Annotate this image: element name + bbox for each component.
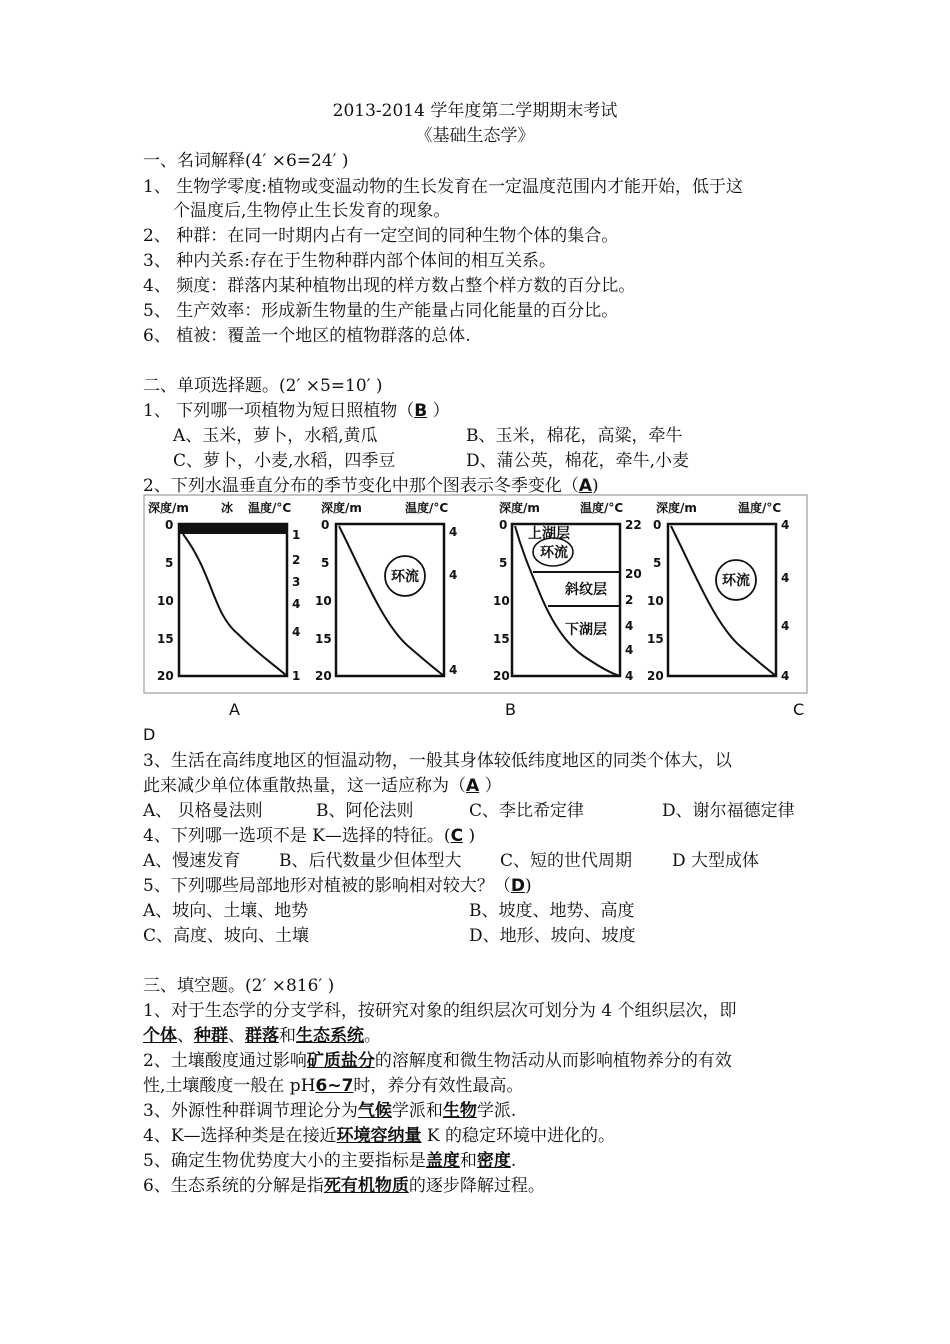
panel-c-temp-20: 20	[625, 567, 642, 581]
definition-3: 3、 种内关系:存在于生物种群内部个体间的相互关系。	[143, 251, 556, 271]
panel-b-box	[336, 524, 444, 676]
definition-1-cont: 个温度后,生物停止生长发育的现象。	[173, 201, 451, 221]
panel-a-depth-0: 0	[165, 518, 174, 532]
definition-4: 4、 频度：群落内某种植物出现的样方数占整个样方数的百分比。	[143, 276, 636, 296]
mcq-1-answer: B	[414, 401, 428, 421]
figure-label-c: C	[793, 700, 805, 719]
mcq-1-option-c: C、萝卜，小麦,水稻，四季豆	[173, 451, 396, 471]
panel-d-depth-label: 深度/m	[656, 501, 697, 515]
panel-b-depth-label: 深度/m	[321, 501, 362, 515]
mcq-4-option-a: A、慢速发育	[143, 851, 241, 871]
fill-1-stem: 1、对于生态学的分支学科，按研究对象的组织层次可划分为 4 个组织层次，即	[143, 1001, 737, 1021]
panel-a-depth-20: 20	[157, 669, 174, 683]
panel-a-curve	[183, 534, 287, 676]
mcq-5-option-d: D、地形、坡向、坡度	[469, 926, 636, 946]
panel-b-temp-label: 温度/°C	[405, 501, 449, 515]
panel-d-temp-3: 4	[781, 619, 790, 633]
mcq-4-option-c: C、短的世代周期	[500, 851, 633, 871]
fill-1-answer-1: 个体	[143, 1026, 177, 1046]
panel-c-circulation-label: 环流	[540, 545, 568, 561]
mcq-4-option-d: D 大型成体	[672, 851, 760, 871]
mcq-3-stem-cont: 此来减少单位体重散热量，这一适应称为（A ）	[143, 776, 502, 796]
panel-b-temp-top: 4	[449, 525, 458, 539]
panel-c-depth-20: 20	[493, 669, 510, 683]
fill-3-answer-2: 生物	[442, 1101, 477, 1121]
panel-d-depth-10: 10	[647, 594, 664, 608]
fill-5-answer-2: 密度	[476, 1151, 511, 1171]
fill-2-stem: 2、土壤酸度通过影响矿质盐分的溶解度和微生物活动从而影响植物养分的有效	[143, 1051, 732, 1071]
mcq-5-stem: 5、下列哪些局部地形对植被的影响相对较大？（D)	[143, 876, 532, 896]
fill-3: 3、外源性种群调节理论分为气候学派和生物学派.	[143, 1101, 517, 1121]
panel-c-temp-4c: 4	[625, 669, 634, 683]
fill-5-answer-1: 盖度	[425, 1151, 460, 1171]
panel-a-depth-10: 10	[157, 594, 174, 608]
panel-d-temp-label: 温度/°C	[738, 501, 782, 515]
panel-b-depth-5: 5	[321, 556, 330, 570]
panel-d	[647, 500, 789, 683]
panel-c-depth-10: 10	[493, 594, 510, 608]
panel-a-temp-bottom: 1	[292, 669, 301, 683]
panel-d-temp-2: 4	[781, 571, 790, 585]
panel-a-ice-label: 冰	[221, 501, 234, 515]
fill-6-answer: 死有机物质	[323, 1176, 409, 1196]
panel-a-temp-3: 3	[292, 575, 301, 589]
figure-label-d: D	[143, 725, 156, 744]
fill-4: 4、K—选择种类是在接近环境容纳量 K 的稳定环境中进化的。	[143, 1126, 616, 1146]
panel-d-circulation-label: 环流	[722, 573, 750, 589]
panel-c-temp-22: 22	[625, 518, 642, 532]
panel-b-curve	[339, 526, 444, 676]
fill-1-answers: 个体、种群、群落和生态系统。	[143, 1026, 381, 1046]
panel-a-depth-15: 15	[157, 632, 174, 646]
definition-5: 5、 生产效率：形成新生物量的生产能量占同化能量的百分比。	[143, 301, 619, 321]
mcq-5-option-c: C、高度、坡向、土壤	[143, 926, 310, 946]
definition-2: 2、 种群：在同一时期内占有一定空间的同种生物个体的集合。	[143, 226, 619, 246]
mcq-3-option-c: C、李比希定律	[469, 801, 585, 821]
panel-a-box	[179, 524, 287, 676]
panel-b-depth-15: 15	[315, 632, 332, 646]
panel-c-temp-4b: 4	[625, 643, 634, 657]
mcq-1-option-a: A、玉米，萝卜，水稻,黄瓜	[173, 426, 378, 446]
panel-b-circulation-label: 环流	[391, 569, 419, 585]
panel-b-temp-bottom: 4	[449, 663, 458, 677]
panel-d-depth-0: 0	[653, 518, 662, 532]
fill-2-answer-1: 矿质盐分	[306, 1051, 375, 1071]
figure-label-b: B	[505, 700, 516, 719]
mcq-2-stem: 2、下列水温垂直分布的季节变化中那个图表示冬季变化（A)	[143, 476, 599, 496]
fill-2-stem-cont: 性,土壤酸度一般在 pH6~7时，养分有效性最高。	[143, 1076, 524, 1096]
exam-title: 2013-2014 学年度第二学期期末考试	[332, 101, 618, 121]
panel-c-temp-4a: 4	[625, 619, 634, 633]
fill-2-answer-2: 6~7	[315, 1076, 354, 1096]
mcq-5-option-b: B、坡度、地势、高度	[469, 901, 635, 921]
panel-d-depth-15: 15	[647, 632, 664, 646]
fill-1-answer-4: 生态系统	[296, 1026, 364, 1046]
mcq-1-option-b: B、玉米，棉花，高粱，牵牛	[466, 426, 683, 446]
mcq-4-option-b: B、后代数量少但体型大	[279, 851, 462, 871]
panel-b-depth-20: 20	[315, 669, 332, 683]
panel-c-depth-5: 5	[499, 556, 508, 570]
panel-c-upper-label: 上湖层	[528, 526, 570, 542]
panel-a-depth-5: 5	[165, 556, 174, 570]
panel-b	[315, 500, 457, 683]
mcq-3-answer: A	[466, 776, 480, 796]
definition-1: 1、 生物学零度:植物或变温动物的生长发育在一定温度范围内才能开始，低于这	[143, 177, 743, 197]
mcq-3-option-b: B、阿伦法则	[316, 801, 414, 821]
fill-1-answer-3: 群落	[245, 1026, 279, 1046]
mcq-3-option-d: D、谢尔福德定律	[662, 801, 795, 821]
panel-a-temp-1: 1	[292, 528, 301, 542]
fill-3-answer-1: 气候	[357, 1101, 392, 1121]
panel-a-temp-4: 4	[292, 597, 301, 611]
panel-a-temp-4b: 4	[292, 625, 301, 639]
panel-d-depth-5: 5	[653, 556, 662, 570]
mcq-4-answer: C	[450, 826, 464, 846]
panel-c-lower-label: 下湖层	[565, 622, 607, 638]
panel-b-depth-10: 10	[315, 594, 332, 608]
fill-6: 6、生态系统的分解是指死有机物质的逐步降解过程。	[143, 1176, 545, 1196]
definition-6: 6、 植被：覆盖一个地区的植物群落的总体.	[143, 326, 471, 346]
panel-a-temp-2: 2	[292, 553, 301, 567]
panel-c	[493, 500, 642, 683]
panel-a	[148, 500, 300, 683]
panel-d-temp-4: 4	[781, 669, 790, 683]
panel-d-temp-1: 4	[781, 518, 790, 532]
panel-c-depth-label: 深度/m	[499, 501, 540, 515]
section3-heading: 三、填空题。(2′ ×816′ )	[143, 976, 335, 996]
panel-c-middle-label: 斜纹层	[565, 582, 607, 598]
panel-c-depth-0: 0	[499, 518, 508, 532]
mcq-3-option-a: A、 贝格曼法则	[143, 801, 263, 821]
mcq-1-stem: 1、 下列哪一项植物为短日照植物（B ）	[143, 401, 450, 421]
panel-d-depth-20: 20	[647, 669, 664, 683]
mcq-5-answer: D	[510, 876, 525, 896]
panel-a-ice-layer	[179, 524, 287, 534]
panel-d-curve	[671, 526, 776, 676]
course-title: 《基础生态学》	[415, 126, 535, 146]
mcq-5-option-a: A、坡向、土壤、地势	[143, 901, 309, 921]
fill-1-answer-2: 种群	[194, 1026, 228, 1046]
mcq-2-answer: A	[578, 476, 592, 496]
section1-heading: 一、名词解释(4′ ×6=24′ )	[143, 151, 349, 171]
mcq-4-stem: 4、下列哪一选项不是 K—选择的特征。(C )	[143, 826, 476, 846]
fill-4-answer: 环境容纳量	[336, 1126, 422, 1146]
section2-heading: 二、单项选择题。(2′ ×5=10′ )	[143, 376, 383, 396]
panel-c-depth-15: 15	[493, 632, 510, 646]
fill-5: 5、确定生物优势度大小的主要指标是盖度和密度.	[143, 1151, 517, 1171]
mcq-3-stem: 3、生活在高纬度地区的恒温动物，一般其身体较低纬度地区的同类个体大，以	[143, 751, 732, 771]
panel-b-temp-mid: 4	[449, 568, 458, 582]
panel-c-temp-label: 温度/°C	[580, 501, 624, 515]
mcq-1-option-d: D、蒲公英，棉花，牵牛,小麦	[466, 451, 690, 471]
panel-a-temp-label: 温度/°C	[248, 501, 292, 515]
water-temperature-diagram	[143, 494, 808, 694]
figure-label-a: A	[229, 700, 240, 719]
panel-b-depth-0: 0	[321, 518, 330, 532]
panel-d-box	[668, 524, 776, 676]
panel-c-temp-2: 2	[625, 593, 634, 607]
panel-a-depth-label: 深度/m	[148, 501, 189, 515]
